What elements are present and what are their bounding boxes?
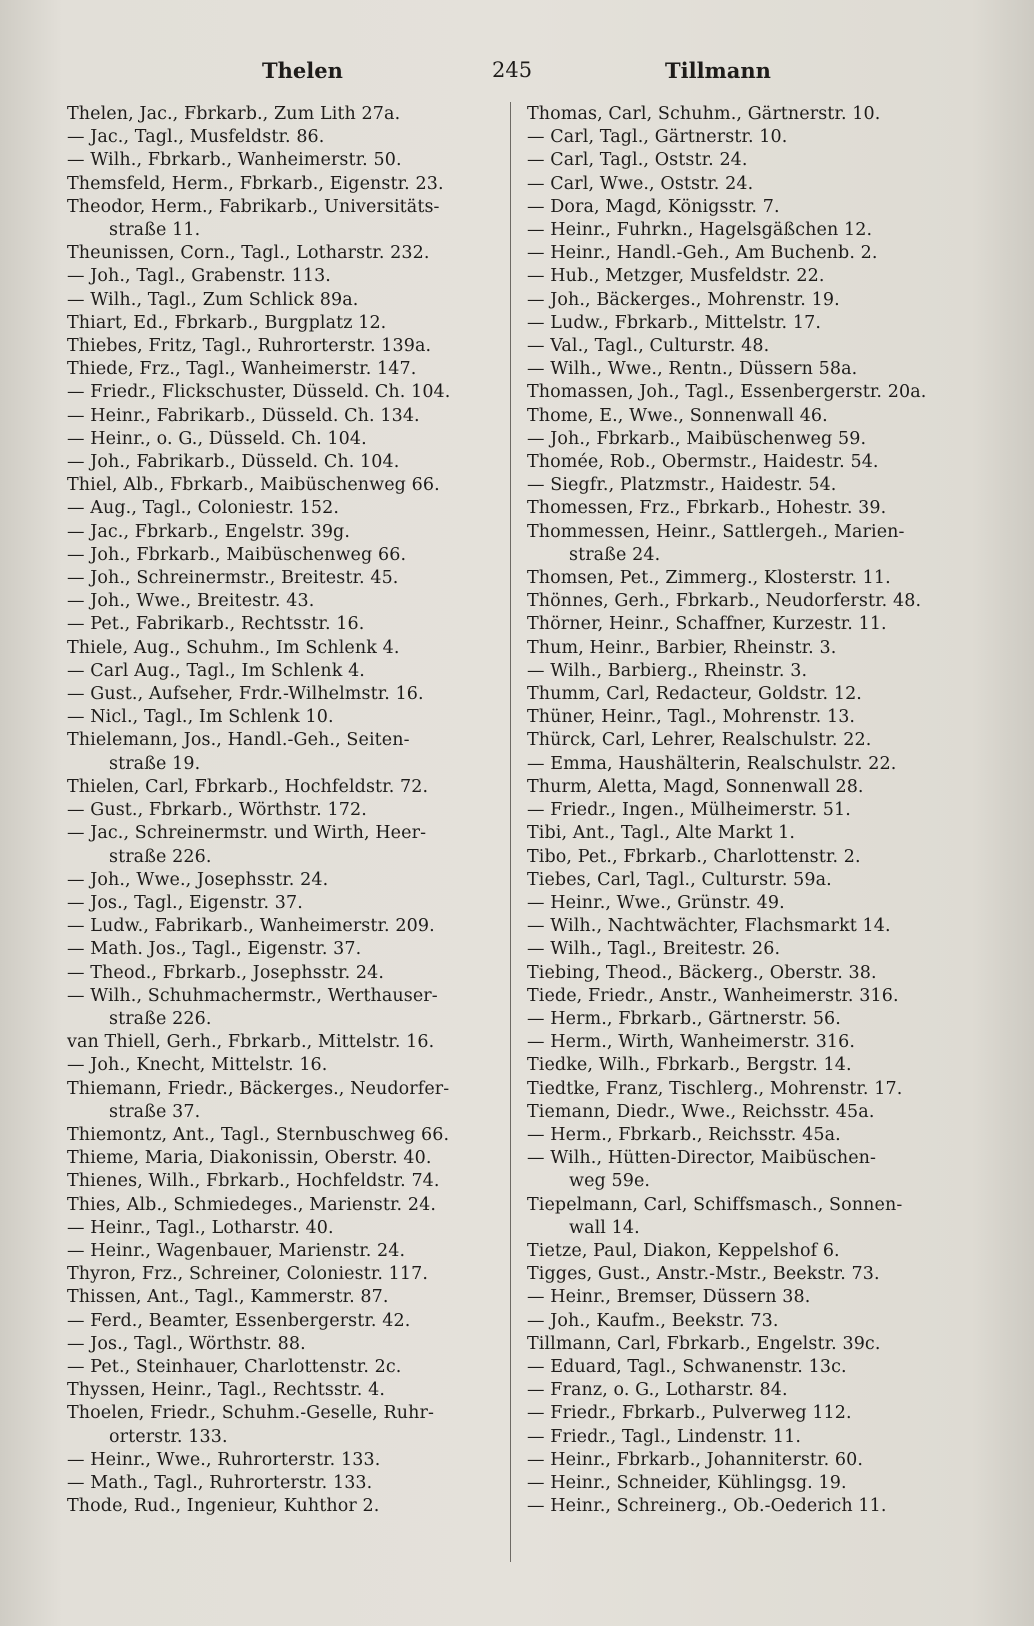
header-last-name: Tillmann [665,58,771,83]
directory-entry: — Ferd., Beamter, Essenbergerstr. 42. [67,1310,411,1331]
directory-entry: Thiart, Ed., Fbrkarb., Burgplatz 12. [67,312,387,333]
directory-entry: — Friedr., Ingen., Mülheimerstr. 51. [527,800,851,821]
directory-entry: — Pet., Steinhauer, Charlottenstr. 2c. [67,1356,402,1377]
directory-entry: Thomessen, Frz., Fbrkarb., Hohestr. 39. [527,498,887,519]
directory-entry: — Joh., Fabrikarb., Düsseld. Ch. 104. [67,452,400,473]
page-header [0,58,1034,88]
directory-entry: — Carl Aug., Tagl., Im Schlenk 4. [67,660,365,681]
directory-entry: — Joh., Fbrkarb., Maibüschenweg 59. [527,428,867,449]
directory-entry: Thiel, Alb., Fbrkarb., Maibüschenweg 66. [67,475,440,496]
directory-entry: — Jac., Tagl., Musfeldstr. 86. [67,127,325,148]
directory-entry: — Dora, Magd, Königsstr. 7. [527,196,780,217]
directory-entry: — Heinr., Wagenbauer, Marienstr. 24. [67,1240,406,1261]
entry-continuation: weg 59e. [569,1171,651,1192]
directory-entry: — Heinr., Schneider, Kühlingsg. 19. [527,1472,847,1493]
directory-entry: Thüner, Heinr., Tagl., Mohrenstr. 13. [527,707,856,728]
directory-entry: Thiebes, Fritz, Tagl., Ruhrorterstr. 139a. [67,336,432,357]
directory-entry: — Jac., Schreinermstr. und Wirth, Heer- [67,823,427,844]
directory-entry: — Eduard, Tagl., Schwanenstr. 13c. [527,1356,847,1377]
directory-entry: Thyssen, Heinr., Tagl., Rechtsstr. 4. [67,1380,385,1401]
directory-entry: Thies, Alb., Schmiedeges., Marienstr. 24. [67,1194,436,1215]
directory-entry: — Val., Tagl., Culturstr. 48. [527,336,770,357]
directory-entry: — Joh., Bäckerges., Mohrenstr. 19. [527,289,840,310]
directory-entry: — Heinr., o. G., Düsseld. Ch. 104. [67,428,367,449]
directory-entry: — Heinr., Schreinerg., Ob.-Oederich 11. [527,1496,887,1517]
directory-entry: — Wilh., Tagl., Breitestr. 26. [527,939,781,960]
directory-entry: — Jos., Tagl., Eigenstr. 37. [67,892,303,913]
directory-entry: — Franz, o. G., Lotharstr. 84. [527,1380,788,1401]
directory-entry: Thumm, Carl, Redacteur, Goldstr. 12. [527,684,862,705]
directory-entry: Tillmann, Carl, Fbrkarb., Engelstr. 39c. [527,1333,881,1354]
directory-entry: Thönnes, Gerh., Fbrkarb., Neudorferstr. 48. [527,591,922,612]
directory-entry: — Jac., Fbrkarb., Engelstr. 39g. [67,521,351,542]
directory-entry: — Joh., Wwe., Josephsstr. 24. [67,869,329,890]
directory-entry: Thienes, Wilh., Fbrkarb., Hochfeldstr. 74. [67,1171,440,1192]
directory-entry: Tiepelmann, Carl, Schiffsmasch., Sonnen- [527,1194,903,1215]
directory-entry: — Joh., Fbrkarb., Maibüschenweg 66. [67,544,407,565]
directory-entry: Thode, Rud., Ingenieur, Kuhthor 2. [67,1496,380,1517]
directory-entry: — Wilh., Nachtwächter, Flachsmarkt 14. [527,916,891,937]
directory-entry: — Gust., Aufseher, Frdr.-Wilhelmstr. 16. [67,684,424,705]
entry-continuation: straße 37. [109,1101,201,1122]
entry-continuation: wall 14. [569,1217,640,1238]
column-divider [510,102,511,1562]
directory-entry: — Heinr., Fbrkarb., Johanniterstr. 60. [527,1449,864,1470]
directory-entry: — Heinr., Bremser, Düssern 38. [527,1287,811,1308]
directory-entry: — Math. Jos., Tagl., Eigenstr. 37. [67,939,362,960]
directory-entry: Thomassen, Joh., Tagl., Essenbergerstr. 20a. [527,382,927,403]
directory-entry: Thürck, Carl, Lehrer, Realschulstr. 22. [527,730,872,751]
directory-entry: Tiedke, Wilh., Fbrkarb., Bergstr. 14. [527,1055,852,1076]
directory-entry: Thome, E., Wwe., Sonnenwall 46. [527,405,828,426]
directory-entry: Thieme, Maria, Diakonissin, Oberstr. 40. [67,1148,432,1169]
directory-entry: Thörner, Heinr., Schaffner, Kurzestr. 11. [527,614,887,635]
directory-entry: — Joh., Wwe., Breitestr. 43. [67,591,315,612]
directory-entry: Thoelen, Friedr., Schuhm.-Geselle, Ruhr- [67,1403,434,1424]
directory-entry: Tibi, Ant., Tagl., Alte Markt 1. [527,823,796,844]
directory-entry: Tiebes, Carl, Tagl., Culturstr. 59a. [527,869,832,890]
directory-entry: Tiedtke, Franz, Tischlerg., Mohrenstr. 17. [527,1078,903,1099]
directory-entry: — Friedr., Flickschuster, Düsseld. Ch. 104. [67,382,451,403]
directory-entry: — Wilh., Fbrkarb., Wanheimerstr. 50. [67,150,402,171]
directory-entry: — Herm., Wirth, Wanheimerstr. 316. [527,1032,856,1053]
directory-entry: — Joh., Schreinermstr., Breitestr. 45. [67,568,399,589]
directory-entry: — Math., Tagl., Ruhrorterstr. 133. [67,1472,373,1493]
directory-entry: Thielemann, Jos., Handl.-Geh., Seiten- [67,730,410,751]
directory-entry: Themsfeld, Herm., Fbrkarb., Eigenstr. 23. [67,173,444,194]
directory-entry: Thiemontz, Ant., Tagl., Sternbuschweg 66. [67,1124,450,1145]
directory-entry: Tietze, Paul, Diakon, Keppelshof 6. [527,1240,840,1261]
directory-entry: — Carl, Tagl., Oststr. 24. [527,150,748,171]
directory-entry: Theunissen, Corn., Tagl., Lotharstr. 232. [67,243,430,264]
directory-entry: Thyron, Frz., Schreiner, Coloniestr. 117. [67,1264,429,1285]
page-number: 245 [492,58,533,82]
directory-entry: — Siegfr., Platzmstr., Haidestr. 54. [527,475,837,496]
directory-entry: — Wilh., Hütten-Director, Maibüschen- [527,1148,877,1169]
directory-entry: — Hub., Metzger, Musfeldstr. 22. [527,266,825,287]
directory-entry: — Joh., Knecht, Mittelstr. 16. [67,1055,328,1076]
entry-continuation: straße 11. [109,220,201,241]
directory-entry: — Wilh., Schuhmachermstr., Werthauser- [67,985,438,1006]
entry-continuation: orterstr. 133. [109,1426,228,1447]
directory-entry: — Herm., Fbrkarb., Gärtnerstr. 56. [527,1008,841,1029]
directory-entry: Thiede, Frz., Tagl., Wanheimerstr. 147. [67,359,417,380]
directory-entry: — Joh., Kaufm., Beekstr. 73. [527,1310,779,1331]
directory-entry: — Theod., Fbrkarb., Josephsstr. 24. [67,962,385,983]
directory-entry: Tiede, Friedr., Anstr., Wanheimerstr. 316. [527,985,899,1006]
directory-entry: Thurm, Aletta, Magd, Sonnenwall 28. [527,776,864,797]
directory-entry: — Herm., Fbrkarb., Reichsstr. 45a. [527,1124,841,1145]
directory-entry: Tiemann, Diedr., Wwe., Reichsstr. 45a. [527,1101,875,1122]
directory-entry: — Friedr., Fbrkarb., Pulverweg 112. [527,1403,852,1424]
directory-entry: — Heinr., Fabrikarb., Düsseld. Ch. 134. [67,405,420,426]
directory-entry: Thomsen, Pet., Zimmerg., Klosterstr. 11. [527,568,891,589]
entry-continuation: straße 226. [109,846,212,867]
directory-entry: Thiemann, Friedr., Bäckerges., Neudorfer- [67,1078,450,1099]
directory-entry: — Heinr., Fuhrkn., Hagelsgäßchen 12. [527,220,873,241]
directory-entry: — Heinr., Wwe., Ruhrorterstr. 133. [67,1449,381,1470]
entry-continuation: straße 24. [569,544,661,565]
directory-entry: — Heinr., Wwe., Grünstr. 49. [527,892,785,913]
directory-entry: — Nicl., Tagl., Im Schlenk 10. [67,707,334,728]
directory-entry: Tigges, Gust., Anstr.-Mstr., Beekstr. 73. [527,1264,880,1285]
directory-entry: — Ludw., Fabrikarb., Wanheimerstr. 209. [67,916,435,937]
directory-entry: — Gust., Fbrkarb., Wörthstr. 172. [67,800,367,821]
directory-entry: — Emma, Haushälterin, Realschulstr. 22. [527,753,897,774]
directory-entry: — Pet., Fabrikarb., Rechtsstr. 16. [67,614,365,635]
directory-entry: — Carl, Wwe., Oststr. 24. [527,173,754,194]
directory-entry: Tiebing, Theod., Bäckerg., Oberstr. 38. [527,962,877,983]
directory-entry: Tibo, Pet., Fbrkarb., Charlottenstr. 2. [527,846,861,867]
directory-entry: — Wilh., Tagl., Zum Schlick 89a. [67,289,359,310]
directory-entry: — Wilh., Barbierg., Rheinstr. 3. [527,660,808,681]
directory-entry: — Ludw., Fbrkarb., Mittelstr. 17. [527,312,821,333]
directory-entry: Thommessen, Heinr., Sattlergeh., Marien- [527,521,905,542]
entry-continuation: straße 19. [109,753,201,774]
directory-entry: — Carl, Tagl., Gärtnerstr. 10. [527,127,788,148]
directory-entry: — Joh., Tagl., Grabenstr. 113. [67,266,331,287]
directory-entry: Thiele, Aug., Schuhm., Im Schlenk 4. [67,637,400,658]
directory-entry: Thum, Heinr., Barbier, Rheinstr. 3. [527,637,837,658]
directory-entry: Thomas, Carl, Schuhm., Gärtnerstr. 10. [527,104,881,124]
header-first-name: Thelen [262,58,343,83]
directory-entry: — Heinr., Tagl., Lotharstr. 40. [67,1217,334,1238]
directory-entry: — Friedr., Tagl., Lindenstr. 11. [527,1426,802,1447]
right-column [527,103,972,1518]
directory-entry: — Heinr., Handl.-Geh., Am Buchenb. 2. [527,243,878,264]
left-column [67,103,512,1518]
directory-entry: Thissen, Ant., Tagl., Kammerstr. 87. [67,1287,389,1308]
directory-entry: — Wilh., Wwe., Rentn., Düssern 58a. [527,359,858,380]
directory-entry: Theodor, Herm., Fabrikarb., Universitäts- [67,196,440,217]
directory-entry: Thielen, Carl, Fbrkarb., Hochfeldstr. 72. [67,776,429,797]
directory-entry: van Thiell, Gerh., Fbrkarb., Mittelstr. 16. [67,1032,435,1053]
directory-entry: — Jos., Tagl., Wörthstr. 88. [67,1333,306,1354]
entry-continuation: straße 226. [109,1008,212,1029]
directory-entry: Thelen, Jac., Fbrkarb., Zum Lith 27a. [67,104,401,124]
directory-entry: — Aug., Tagl., Coloniestr. 152. [67,498,340,519]
directory-entry: Thomée, Rob., Obermstr., Haidestr. 54. [527,452,879,473]
